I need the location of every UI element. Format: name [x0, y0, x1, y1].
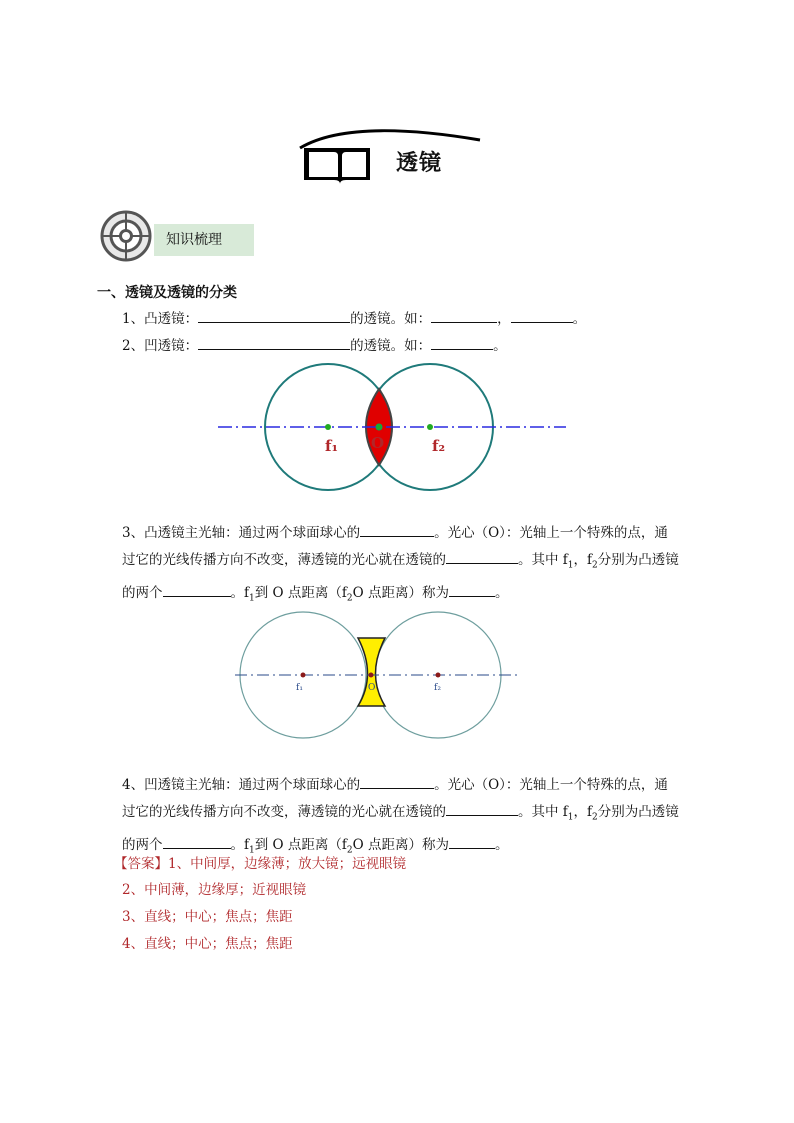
answer-line-4: 4、直线；中心；焦点；焦距	[122, 936, 293, 952]
optical-center-point	[369, 673, 374, 678]
p3-e: ，f	[573, 552, 593, 568]
header-arc	[300, 131, 480, 148]
answer-line-3: 3、直线；中心；焦点；焦距	[122, 909, 293, 925]
item-1-mid: 的透镜。如：	[350, 311, 432, 327]
page-title: 透镜	[396, 151, 443, 176]
answer-line-1	[114, 854, 406, 874]
blank	[431, 308, 497, 323]
p3-d-sub: 1	[567, 560, 574, 571]
p4-d-sub: 1	[567, 812, 574, 823]
label-f1: f₁	[325, 437, 339, 455]
p4-i: 到 O 点距离（f	[254, 836, 347, 853]
item-convex-definition	[122, 308, 586, 329]
p4-d: 。其中 f	[518, 804, 568, 820]
blank	[198, 335, 350, 350]
blank	[449, 834, 495, 849]
concave-lens-diagram	[230, 608, 530, 748]
p3-f: 分别为凸透镜	[597, 552, 679, 568]
optical-center-point	[376, 424, 382, 430]
item-1-prefix: 1、凸透镜：	[122, 311, 199, 327]
p4-b: 。光心（O）：光轴上一个特殊的点，通	[434, 777, 668, 793]
section-heading: 一、透镜及透镜的分类	[97, 285, 237, 301]
blank	[360, 774, 434, 789]
blank	[446, 801, 518, 816]
p3-g: 的两个	[122, 584, 163, 601]
item-concave-definition	[122, 335, 507, 356]
paragraph-convex-axis	[122, 522, 702, 608]
p3-d: 。其中 f	[518, 552, 568, 568]
p3-a: 3、凸透镜主光轴：通过两个球面球心的	[122, 525, 361, 541]
p4-j: O 点距离）称为	[352, 836, 449, 853]
blank	[431, 335, 493, 350]
focal-point-f2	[436, 673, 441, 678]
focal-point-f1	[301, 673, 306, 678]
p3-i-sub: 2	[346, 593, 353, 604]
p4-k: 。	[494, 836, 509, 853]
p3-i: 到 O 点距离（f	[254, 584, 347, 601]
p4-h: 。f	[230, 836, 249, 853]
label-f1: f₁	[296, 683, 303, 693]
blank	[163, 582, 231, 597]
p3-j: O 点距离）称为	[352, 584, 449, 601]
convex-lens-diagram	[210, 355, 580, 500]
blank	[446, 549, 518, 564]
focal-point-f1	[325, 424, 331, 430]
p4-c: 过它的光线传播方向不改变，薄透镜的光心就在透镜的	[122, 804, 446, 820]
item-1-end: 。	[572, 311, 587, 327]
answer-1: 1、中间厚，边缘薄；放大镜；远视眼镜	[168, 856, 407, 872]
p4-f: 分别为凸透镜	[597, 804, 679, 820]
p4-h-sub: 1	[249, 845, 255, 856]
paragraph-concave-axis	[122, 774, 702, 860]
p4-i-sub: 2	[346, 845, 353, 856]
p4-e-sub: 2	[592, 812, 598, 823]
blank	[163, 834, 231, 849]
header-decoration	[290, 120, 490, 190]
blank	[198, 308, 350, 323]
p4-g: 的两个	[122, 836, 163, 853]
p3-h-sub: 1	[249, 593, 255, 604]
p3-k: 。	[494, 584, 509, 601]
answer-label: 【答案】	[114, 856, 168, 872]
p3-b: 。光心（O）：光轴上一个特殊的点，通	[434, 525, 668, 541]
p3-e-sub: 2	[592, 560, 598, 571]
item-2-prefix: 2、凹透镜：	[122, 338, 199, 354]
item-1-sep: ，	[497, 311, 511, 327]
p4-a: 4、凹透镜主光轴：通过两个球面球心的	[122, 777, 361, 793]
p3-c: 过它的光线传播方向不改变，薄透镜的光心就在透镜的	[122, 552, 446, 568]
blank	[449, 582, 495, 597]
p4-e: ，f	[573, 804, 593, 820]
label-o: O	[371, 434, 385, 452]
blank	[360, 522, 434, 537]
label-o: O	[368, 683, 376, 693]
focal-point-f2	[427, 424, 433, 430]
label-f2: f₂	[432, 437, 446, 455]
item-2-end: 。	[493, 338, 507, 354]
item-2-mid: 的透镜。如：	[350, 338, 432, 354]
p3-h: 。f	[230, 584, 249, 601]
open-book-icon	[304, 148, 370, 184]
answer-line-2: 2、中间薄，边缘厚；近视眼镜	[122, 882, 307, 898]
label-f2: f₂	[434, 683, 441, 693]
section-tag-label: 知识梳理	[154, 224, 254, 256]
target-icon	[100, 210, 160, 270]
blank	[511, 308, 573, 323]
